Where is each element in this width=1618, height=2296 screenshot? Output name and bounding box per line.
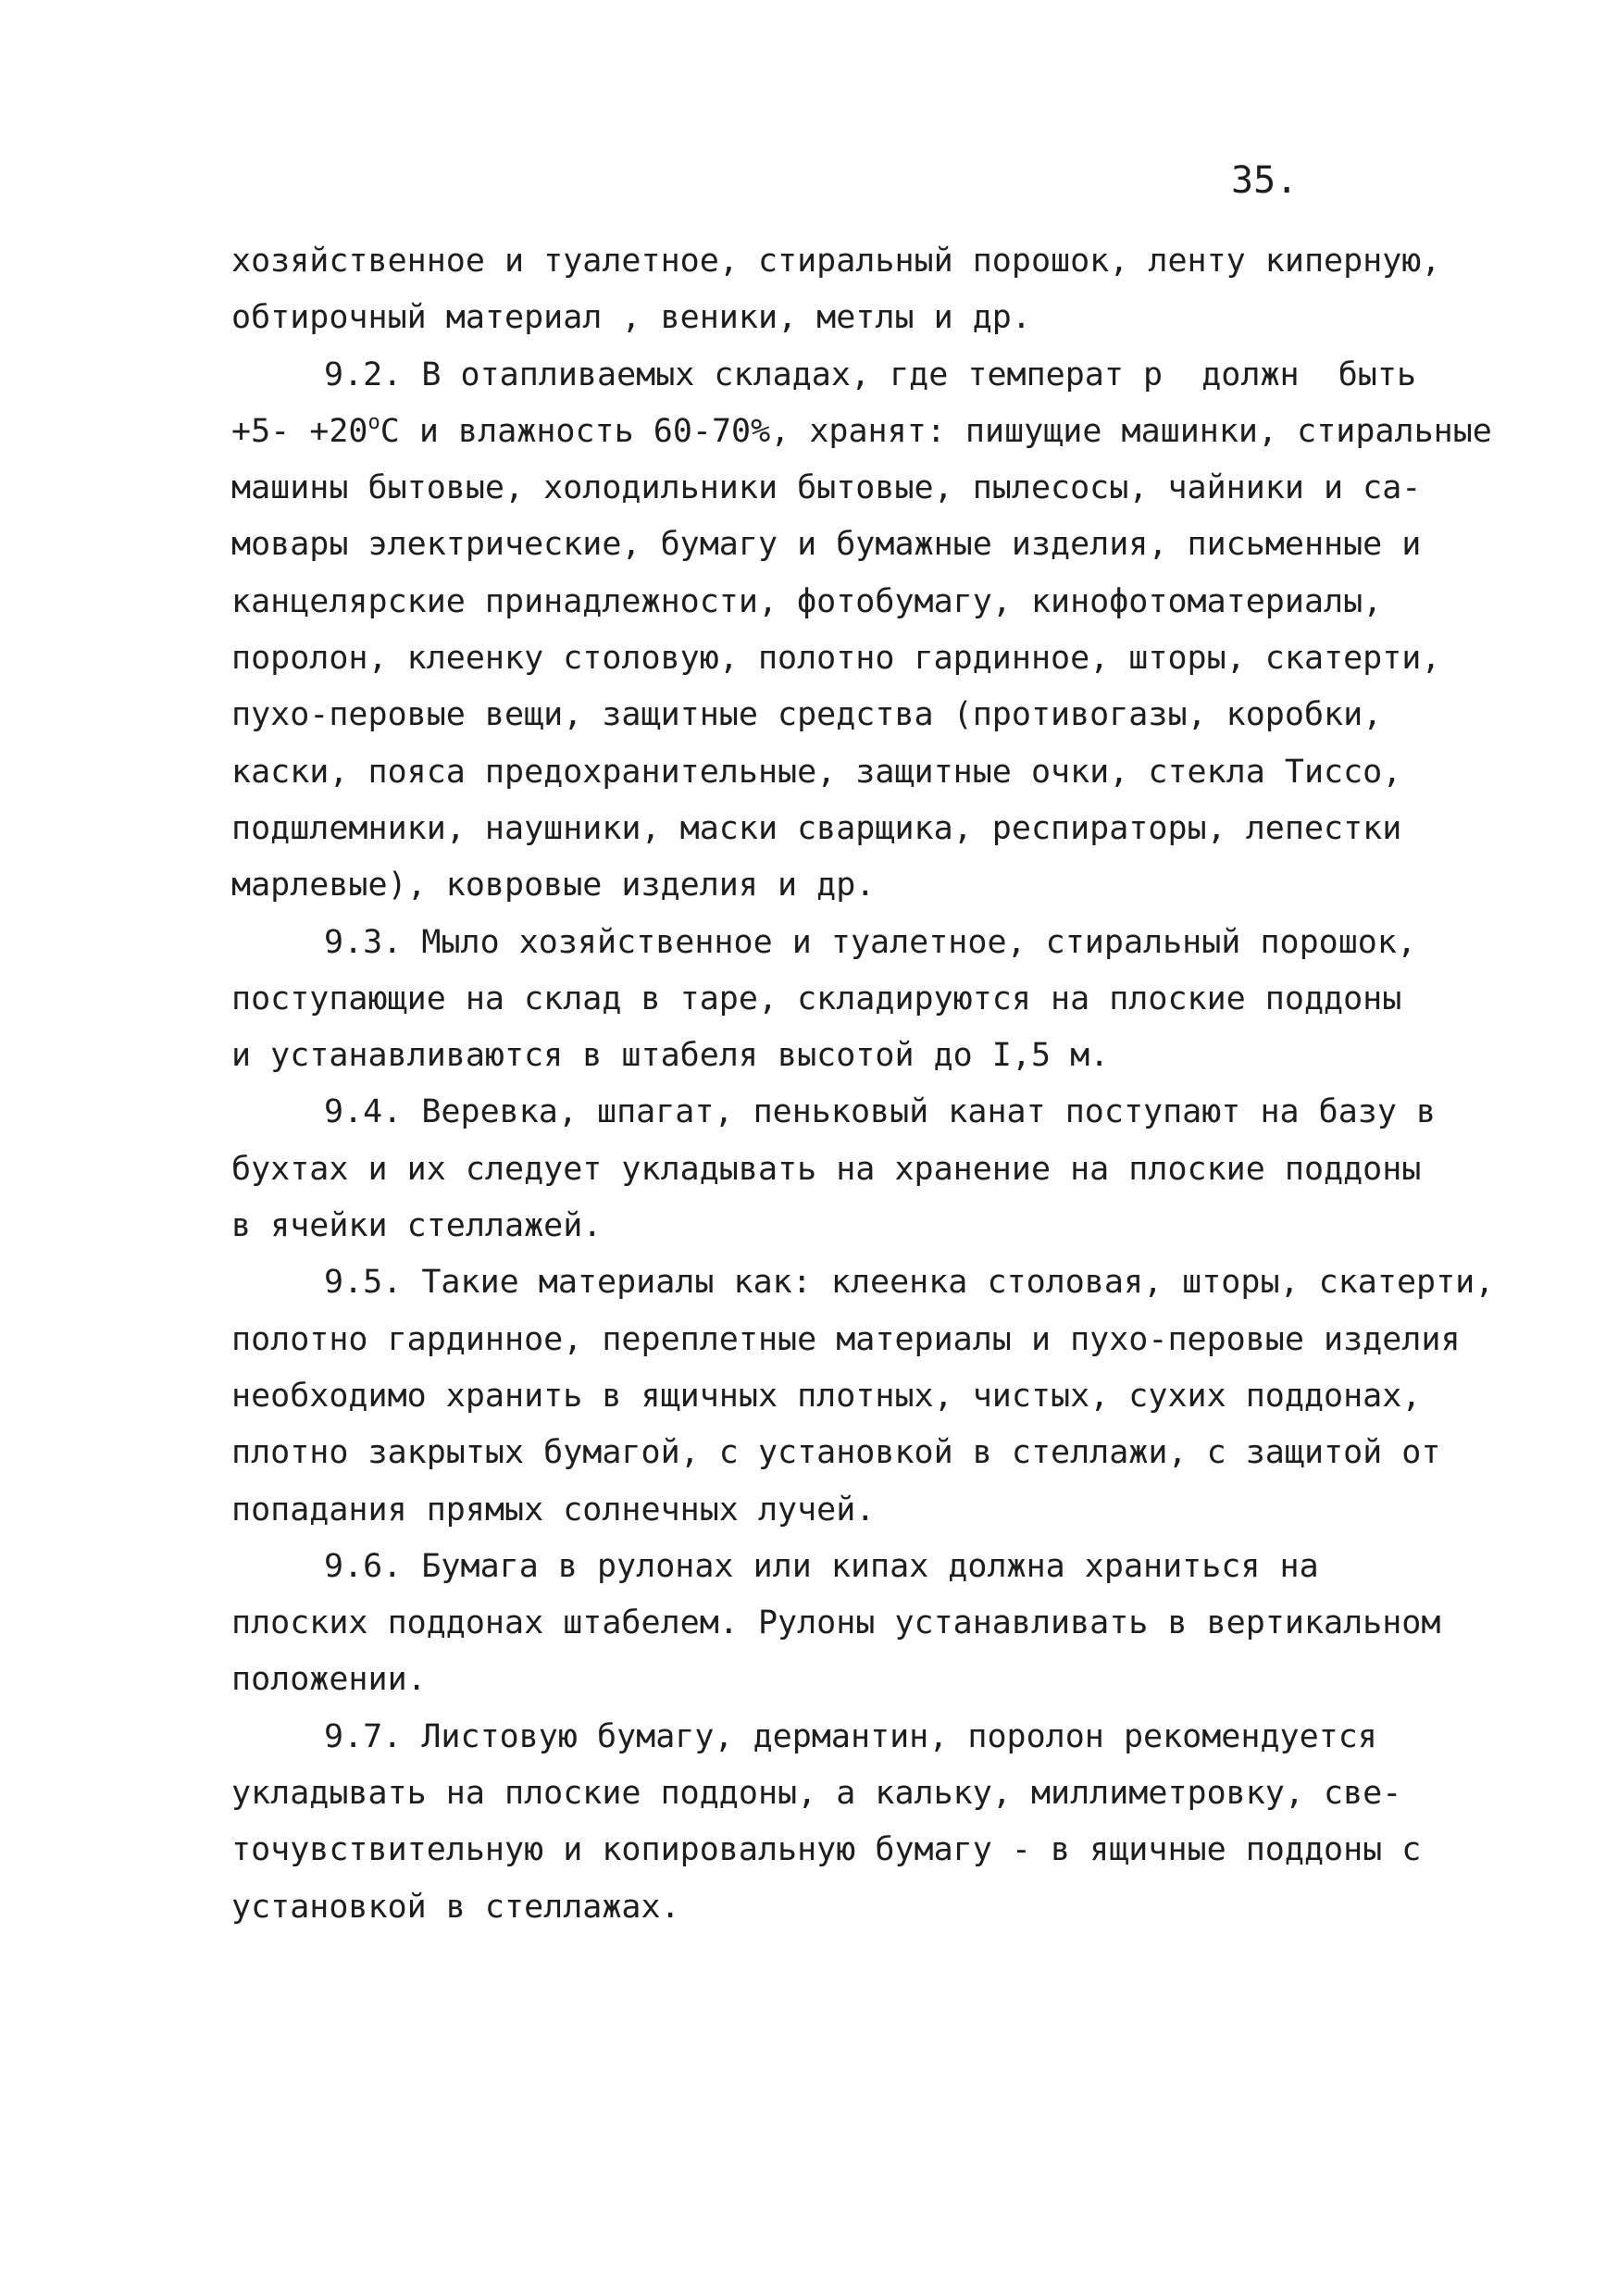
text-line: полотно гардинное, переплетные материалы и пухо-перовые изделия	[231, 1320, 1461, 1358]
paragraph-9-4-start: 9.4. Веревка, шпагат, пеньковый канат поступают на базу в	[324, 1093, 1437, 1131]
page-number: 35.	[1231, 159, 1299, 202]
text-line: необходимо хранить в ящичных плотных, чистых, сухих поддонах,	[231, 1377, 1422, 1415]
text-line: поступающие на склад в таре, складируются на плоские поддоны	[231, 980, 1402, 1017]
text-line: поролон, клеенку столовую, полотно гардинное, шторы, скатерти,	[231, 640, 1441, 678]
text-line: плоских поддонах штабелем. Рулоны устанавливать в вертикальном	[231, 1604, 1441, 1642]
text-line: канцелярские принадлежности, фотобумагу, кинофотоматериалы,	[231, 582, 1383, 620]
text-line: машины бытовые, холодильники бытовые, пылесосы, чайники и са-	[231, 469, 1422, 507]
text-line: бухтах и их следует укладывать на хранение на плоские поддоны	[231, 1150, 1422, 1188]
text-line: мовары электрические, бумагу и бумажные изделия, письменные и	[231, 526, 1422, 564]
text-line: каски, пояса предохранительные, защитные очки, стекла Тиссо,	[231, 753, 1402, 791]
text-fragment: +5- +20	[231, 412, 368, 450]
paragraph-9-2-start: 9.2. В отапливаемых складах, где температ р должн быть	[324, 356, 1417, 393]
text-line-with-degree	[231, 404, 1492, 460]
text-line: хозяйственное и туалетное, стиральный порошок, ленту киперную,	[231, 243, 1441, 280]
paragraph-9-3-start: 9.3. Мыло хозяйственное и туалетное, стиральный порошок,	[324, 923, 1417, 961]
text-line: пухо-перовые вещи, защитные средства (противогазы, коробки,	[231, 696, 1383, 734]
paragraph-9-5-start: 9.5. Такие материалы как: клеенка столовая, шторы, скатерти,	[324, 1264, 1495, 1302]
text-line: в ячейки стеллажей.	[231, 1207, 603, 1245]
text-line: марлевые), ковровые изделия и др.	[231, 867, 876, 905]
text-fragment: С и влажность 60-70%, хранят: пишущие машинки, стиральные	[380, 412, 1492, 450]
text-line: и устанавливаются в штабеля высотой до I,5 м.	[231, 1037, 1110, 1075]
text-line: попадания прямых солнечных лучей.	[231, 1491, 876, 1529]
paragraph-9-6-start: 9.6. Бумага в рулонах или кипах должна храниться на	[324, 1547, 1319, 1585]
text-line: установкой в стеллажах.	[231, 1888, 680, 1926]
degree-superscript: o	[367, 410, 380, 434]
text-line: положении.	[231, 1661, 427, 1699]
text-line: укладывать на плоские поддоны, а кальку, миллиметровку, све-	[231, 1775, 1402, 1813]
text-line: плотно закрытых бумагой, с установкой в стеллажи, с защитой от	[231, 1434, 1441, 1472]
paragraph-9-7-start: 9.7. Листовую бумагу, дермантин, поролон рекомендуется	[324, 1717, 1377, 1755]
text-line: подшлемники, наушники, маски сварщика, респираторы, лепестки	[231, 809, 1402, 847]
text-line: обтирочный материал , веники, метлы и др.	[231, 299, 1031, 337]
text-line: точувствительную и копировальную бумагу - в ящичные поддоны с	[231, 1831, 1422, 1869]
document-body	[231, 233, 1495, 1936]
